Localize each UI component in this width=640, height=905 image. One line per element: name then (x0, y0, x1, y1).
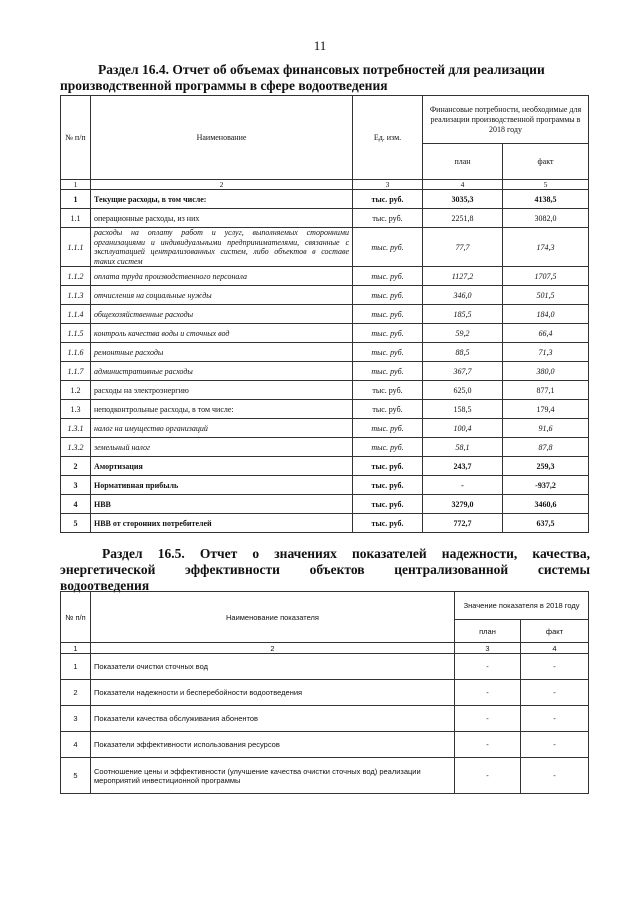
row-number: 1 (61, 654, 91, 680)
row-indicator-name: Показатели качества обслуживания абонентов (91, 706, 455, 732)
row-number: 2 (61, 457, 91, 476)
row-plan: - (455, 758, 521, 794)
row-fact: - (521, 758, 589, 794)
row-unit: тыс. руб. (353, 305, 423, 324)
row-unit: тыс. руб. (353, 514, 423, 533)
row-unit: тыс. руб. (353, 362, 423, 381)
row-plan: 3279,0 (423, 495, 503, 514)
row-unit: тыс. руб. (353, 438, 423, 457)
header-plan: план (423, 144, 503, 180)
page-number: 11 (313, 38, 327, 53)
row-fact: 3082,0 (503, 209, 589, 228)
row-name: Амортизация (91, 457, 353, 476)
row-name: Нормативная прибыль (91, 476, 353, 495)
table-row (61, 476, 589, 495)
table-row (61, 758, 589, 794)
row-unit: тыс. руб. (353, 381, 423, 400)
section-16-4-title-line1: Раздел 16.4. Отчет об объемах финансовых потребностей для реализации (98, 62, 545, 77)
section-16-5-title-line2: энергетической эффективности объектов централизованной системы (60, 562, 590, 577)
row-name: НВВ (91, 495, 353, 514)
row-number: 1.1 (61, 209, 91, 228)
row-unit: тыс. руб. (353, 457, 423, 476)
row-fact: 1707,5 (503, 267, 589, 286)
row-fact: 184,0 (503, 305, 589, 324)
row-fact: 174,3 (503, 228, 589, 267)
row-name: операционные расходы, из них (91, 209, 353, 228)
row-name: отчисления на социальные нужды (91, 286, 353, 305)
row-number: 1.3.1 (61, 419, 91, 438)
row-plan: 346,0 (423, 286, 503, 305)
row-fact: 259,3 (503, 457, 589, 476)
row-fact: - (521, 706, 589, 732)
table-row (61, 286, 589, 305)
row-name: контроль качества воды и сточных вод (91, 324, 353, 343)
row-name: земельный налог (91, 438, 353, 457)
row-plan: - (455, 654, 521, 680)
row-number: 3 (61, 706, 91, 732)
table-row (61, 209, 589, 228)
row-number: 1.1.6 (61, 343, 91, 362)
column-number: 1 (61, 643, 91, 654)
row-indicator-name: Показатели очистки сточных вод (91, 654, 455, 680)
row-unit: тыс. руб. (353, 400, 423, 419)
table-row (61, 495, 589, 514)
row-number: 1.1.5 (61, 324, 91, 343)
header-fact: факт (521, 620, 589, 643)
row-number: 1.1.3 (61, 286, 91, 305)
section-16-4-title-line2: производственной программы в сфере водоотведения (60, 78, 388, 93)
row-plan: 88,5 (423, 343, 503, 362)
column-number: 5 (503, 180, 589, 190)
row-indicator-name: Показатели эффективности использования ресурсов (91, 732, 455, 758)
table-row (61, 654, 589, 680)
table-row (61, 343, 589, 362)
column-number: 3 (353, 180, 423, 190)
header-plan: план (455, 620, 521, 643)
row-plan: 100,4 (423, 419, 503, 438)
row-name: оплата труда производственного персонала (91, 267, 353, 286)
row-number: 1.1.1 (61, 228, 91, 267)
indicators-table (60, 591, 589, 794)
row-unit: тыс. руб. (353, 324, 423, 343)
table-row (61, 680, 589, 706)
row-unit: тыс. руб. (353, 228, 423, 267)
table-row (61, 267, 589, 286)
table-row (61, 438, 589, 457)
row-fact: 71,3 (503, 343, 589, 362)
row-fact: 380,0 (503, 362, 589, 381)
row-name: расходы на оплату работ и услуг, выполняемых сторонними организациями и индивидуальными предпринимателями, связанные с эксплуатацией централизованных систем, либо объектов в составе таких систем (91, 228, 353, 267)
row-number: 1.1.2 (61, 267, 91, 286)
row-fact: 4138,5 (503, 190, 589, 209)
row-number: 4 (61, 732, 91, 758)
section-16-5-title (60, 546, 590, 594)
table-row (61, 706, 589, 732)
row-number: 1.1.4 (61, 305, 91, 324)
row-fact: 91,6 (503, 419, 589, 438)
header-indicator-value: Значение показателя в 2018 году (455, 592, 589, 620)
section-16-5-title-line1: Раздел 16.5. Отчет о значениях показателей надежности, качества, (102, 546, 590, 561)
table-row (61, 419, 589, 438)
row-plan: 2251,8 (423, 209, 503, 228)
row-plan: 185,5 (423, 305, 503, 324)
section-16-5-title-line3: водоотведения (60, 578, 150, 593)
row-fact: 179,4 (503, 400, 589, 419)
row-plan: - (455, 732, 521, 758)
row-plan: - (423, 476, 503, 495)
row-name: общехозяйственные расходы (91, 305, 353, 324)
row-number: 3 (61, 476, 91, 495)
table-row (61, 514, 589, 533)
header-financial-needs: Финансовые потребности, необходимые для реализации производственной программы в 2018 году (423, 96, 589, 144)
column-number: 1 (61, 180, 91, 190)
table-row (61, 457, 589, 476)
row-name: неподконтрольные расходы, в том числе: (91, 400, 353, 419)
row-plan: - (455, 706, 521, 732)
table-row (61, 732, 589, 758)
row-fact: -937,2 (503, 476, 589, 495)
row-name: НВВ от сторонних потребителей (91, 514, 353, 533)
row-fact: 877,1 (503, 381, 589, 400)
row-fact: 501,5 (503, 286, 589, 305)
row-unit: тыс. руб. (353, 267, 423, 286)
row-number: 1.1.7 (61, 362, 91, 381)
row-plan: - (455, 680, 521, 706)
table-row (61, 190, 589, 209)
row-name: расходы на электроэнергию (91, 381, 353, 400)
table-row (61, 305, 589, 324)
row-number: 2 (61, 680, 91, 706)
row-plan: 77,7 (423, 228, 503, 267)
row-plan: 772,7 (423, 514, 503, 533)
row-plan: 58,1 (423, 438, 503, 457)
column-number: 4 (521, 643, 589, 654)
table-row (61, 400, 589, 419)
row-name: административные расходы (91, 362, 353, 381)
row-unit: тыс. руб. (353, 343, 423, 362)
header-name: Наименование (91, 96, 353, 180)
header-unit: Ед. изм. (353, 96, 423, 180)
row-plan: 625,0 (423, 381, 503, 400)
row-name: Текущие расходы, в том числе: (91, 190, 353, 209)
row-indicator-name: Показатели надежности и бесперебойности водоотведения (91, 680, 455, 706)
row-number: 1 (61, 190, 91, 209)
row-number: 5 (61, 514, 91, 533)
header-num: № п/п (61, 592, 91, 643)
row-fact: - (521, 732, 589, 758)
row-number: 1.3.2 (61, 438, 91, 457)
row-indicator-name: Соотношение цены и эффективности (улучшение качества очистки сточных вод) реализации мероприятий инвестиционной программы (91, 758, 455, 794)
column-number: 4 (423, 180, 503, 190)
row-unit: тыс. руб. (353, 476, 423, 495)
row-plan: 367,7 (423, 362, 503, 381)
table-row (61, 362, 589, 381)
row-unit: тыс. руб. (353, 209, 423, 228)
row-unit: тыс. руб. (353, 495, 423, 514)
row-plan: 3035,3 (423, 190, 503, 209)
financial-needs-table (60, 95, 589, 533)
column-number: 2 (91, 643, 455, 654)
row-fact: 87,8 (503, 438, 589, 457)
row-unit: тыс. руб. (353, 419, 423, 438)
row-plan: 1127,2 (423, 267, 503, 286)
row-number: 5 (61, 758, 91, 794)
row-number: 1.3 (61, 400, 91, 419)
row-name: налог на имущество организаций (91, 419, 353, 438)
row-number: 1.2 (61, 381, 91, 400)
header-fact: факт (503, 144, 589, 180)
row-name: ремонтные расходы (91, 343, 353, 362)
column-number: 2 (91, 180, 353, 190)
row-fact: 637,5 (503, 514, 589, 533)
header-num: № п/п (61, 96, 91, 180)
table-row (61, 324, 589, 343)
row-fact: 66,4 (503, 324, 589, 343)
row-plan: 158,5 (423, 400, 503, 419)
row-fact: 3460,6 (503, 495, 589, 514)
row-fact: - (521, 680, 589, 706)
row-unit: тыс. руб. (353, 286, 423, 305)
table-row (61, 381, 589, 400)
row-unit: тыс. руб. (353, 190, 423, 209)
section-16-4-title (60, 62, 590, 94)
table-row (61, 228, 589, 267)
row-plan: 243,7 (423, 457, 503, 476)
row-fact: - (521, 654, 589, 680)
row-plan: 59,2 (423, 324, 503, 343)
column-number: 3 (455, 643, 521, 654)
header-indicator-name: Наименование показателя (91, 592, 455, 643)
row-number: 4 (61, 495, 91, 514)
